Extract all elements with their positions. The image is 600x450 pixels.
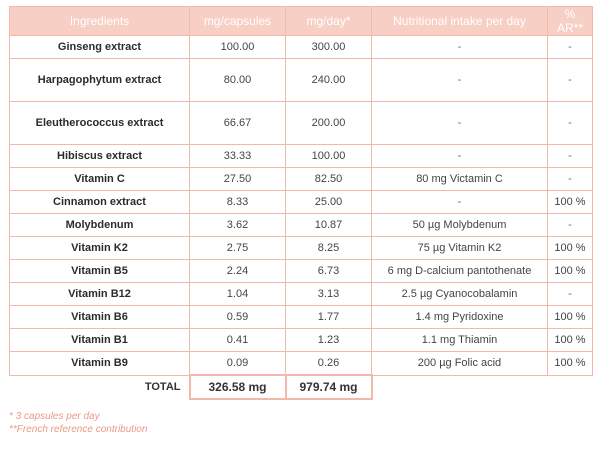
- mg-capsule-value: 0.09: [190, 352, 286, 376]
- ar-value: 100 %: [548, 260, 593, 283]
- mg-day-value: 3.13: [286, 283, 372, 306]
- mg-day-value: 240.00: [286, 59, 372, 102]
- mg-capsule-value: 66.67: [190, 102, 286, 145]
- ingredient-name: Vitamin B12: [10, 283, 190, 306]
- total-mg-day: 979.74 mg: [286, 375, 372, 399]
- header-row: [10, 7, 593, 36]
- ingredient-name: Harpagophytum extract: [10, 59, 190, 102]
- intake-value: 6 mg D-calcium pantothenate: [372, 260, 548, 283]
- ingredient-name: Vitamin K2: [10, 237, 190, 260]
- table-row: [10, 59, 593, 102]
- header-ingredients: Ingredients: [10, 7, 190, 36]
- intake-value: 75 µg Vitamin K2: [372, 237, 548, 260]
- mg-capsule-value: 33.33: [190, 145, 286, 168]
- mg-capsule-value: 80.00: [190, 59, 286, 102]
- mg-capsule-value: 3.62: [190, 214, 286, 237]
- ingredient-name: Vitamin B1: [10, 329, 190, 352]
- table-row: [10, 260, 593, 283]
- ar-value: 100 %: [548, 237, 593, 260]
- mg-capsule-value: 2.24: [190, 260, 286, 283]
- mg-day-value: 8.25: [286, 237, 372, 260]
- mg-capsule-value: 0.41: [190, 329, 286, 352]
- ar-value: 100 %: [548, 329, 593, 352]
- ar-value: -: [548, 36, 593, 59]
- mg-capsule-value: 27.50: [190, 168, 286, 191]
- mg-capsule-value: 2.75: [190, 237, 286, 260]
- header-nutritional-intake: Nutritional intake per day: [372, 7, 548, 36]
- ingredient-name: Vitamin B9: [10, 352, 190, 376]
- ar-value: -: [548, 102, 593, 145]
- mg-day-value: 200.00: [286, 102, 372, 145]
- total-mg-capsule: 326.58 mg: [190, 375, 286, 399]
- table-row: [10, 352, 593, 376]
- footnotes: [9, 410, 147, 436]
- mg-day-value: 100.00: [286, 145, 372, 168]
- ingredient-name: Vitamin B6: [10, 306, 190, 329]
- ar-value: -: [548, 168, 593, 191]
- intake-value: 1.4 mg Pyridoxine: [372, 306, 548, 329]
- intake-value: -: [372, 145, 548, 168]
- ingredient-name: Molybdenum: [10, 214, 190, 237]
- mg-capsule-value: 0.59: [190, 306, 286, 329]
- ingredient-name: Ginseng extract: [10, 36, 190, 59]
- table-row: [10, 36, 593, 59]
- intake-value: -: [372, 102, 548, 145]
- header-percent-ar: % AR**: [548, 7, 593, 36]
- total-spacer: [548, 375, 593, 399]
- mg-capsule-value: 8.33: [190, 191, 286, 214]
- mg-day-value: 1.77: [286, 306, 372, 329]
- table-row: [10, 214, 593, 237]
- ingredient-name: Vitamin C: [10, 168, 190, 191]
- ar-value: -: [548, 214, 593, 237]
- intake-value: 80 mg Victamin C: [372, 168, 548, 191]
- ar-value: 100 %: [548, 352, 593, 376]
- header-mg-capsules: mg/capsules: [190, 7, 286, 36]
- total-row: [10, 375, 593, 399]
- mg-day-value: 300.00: [286, 36, 372, 59]
- table-row: [10, 306, 593, 329]
- footnote-reference-contribution: **French reference contribution: [9, 424, 148, 435]
- table-row: [10, 237, 593, 260]
- intake-value: -: [372, 59, 548, 102]
- nutrition-table: [9, 6, 593, 400]
- ar-value: -: [548, 59, 593, 102]
- ingredient-name: Cinnamon extract: [10, 191, 190, 214]
- footnote-capsules-per-day: * 3 capsules per day: [9, 411, 100, 422]
- ingredient-name: Hibiscus extract: [10, 145, 190, 168]
- ar-value: -: [548, 145, 593, 168]
- mg-capsule-value: 100.00: [190, 36, 286, 59]
- intake-value: -: [372, 36, 548, 59]
- intake-value: 50 µg Molybdenum: [372, 214, 548, 237]
- table-row: [10, 329, 593, 352]
- intake-value: 2.5 µg Cyanocobalamin: [372, 283, 548, 306]
- total-spacer: [372, 375, 548, 399]
- header-mg-day: mg/day*: [286, 7, 372, 36]
- mg-day-value: 82.50: [286, 168, 372, 191]
- intake-value: 1.1 mg Thiamin: [372, 329, 548, 352]
- ar-value: 100 %: [548, 191, 593, 214]
- total-label: TOTAL: [144, 380, 181, 393]
- mg-day-value: 1.23: [286, 329, 372, 352]
- intake-value: 200 µg Folic acid: [372, 352, 548, 376]
- ingredient-name: Vitamin B5: [10, 260, 190, 283]
- intake-value: -: [372, 191, 548, 214]
- mg-day-value: 10.87: [286, 214, 372, 237]
- mg-day-value: 6.73: [286, 260, 372, 283]
- mg-day-value: 25.00: [286, 191, 372, 214]
- ar-value: -: [548, 283, 593, 306]
- ingredient-name: Eleutherococcus extract: [10, 102, 190, 145]
- table-row: [10, 168, 593, 191]
- table-row: [10, 102, 593, 145]
- mg-day-value: 0.26: [286, 352, 372, 376]
- table-row: [10, 191, 593, 214]
- table-row: [10, 145, 593, 168]
- mg-capsule-value: 1.04: [190, 283, 286, 306]
- table-row: [10, 283, 593, 306]
- ar-value: 100 %: [548, 306, 593, 329]
